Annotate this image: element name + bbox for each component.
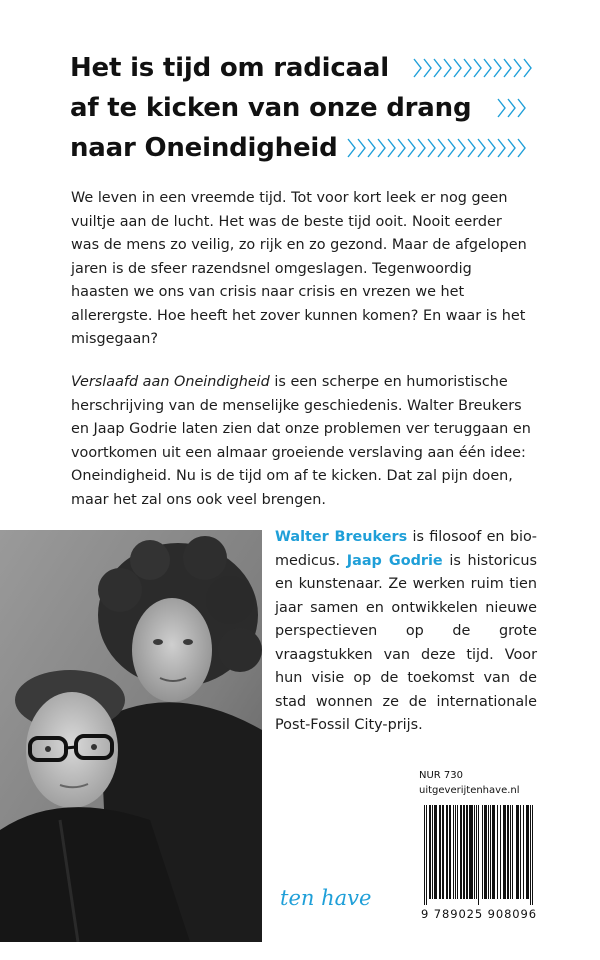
headline-line-3: naar Oneindigheid xyxy=(70,133,338,163)
author-bio xyxy=(275,526,537,738)
isbn-barcode xyxy=(418,803,540,923)
nur-code: NUR 730 xyxy=(419,770,464,781)
isbn-digits: 9 789025 908096 xyxy=(421,907,537,921)
author-name-walter: Walter Breukers xyxy=(275,529,408,545)
author-name-jaap: Jaap Godrie xyxy=(346,552,443,569)
book-title: Verslaafd aan Oneindigheid xyxy=(71,374,270,390)
author-bio-text-1: is filosoof en biomedicus. xyxy=(275,529,537,569)
barcode-bars xyxy=(418,803,540,905)
description-paragraph xyxy=(71,371,533,512)
publisher-website: uitgeverijtenhave.nl xyxy=(419,785,520,796)
author-bio-text-2: is historicus en kunstenaar. Ze werken ruim tien jaar samen en ontwikkelen nieuwe perspectieven op de grote vraagstukken van deze tijd. Voor hun visie op de toekomst van de stad wonnen ze de internationale Post-Fossil City-prijs. xyxy=(275,552,537,733)
headline-line-2: af te kicken van onze drang xyxy=(70,93,472,123)
double-chevron-right-icon xyxy=(496,93,536,123)
intro-paragraph: We leven in een vreemde tijd. Tot voor kort leek er nog geen vuiltje aan de lucht. Het was de beste tijd ooit. Nooit eerder was de mens zo veilig, zo rijk en zo gezond. Maar de afgelopen jaren is de sfeer razendsnel omgeslagen. Tegenwoordig haasten we ons van crisis naar crisis en vrezen we het allerergste. Hoe heeft het zover kunnen komen? En waar is het misgegaan? xyxy=(71,190,527,347)
author-portrait xyxy=(0,530,262,942)
publisher-logo: ten have xyxy=(280,886,372,910)
description-text: is een scherpe en humoristische herschrijving van de menselijke geschiedenis. Walter Breukers en Jaap Godrie laten zien dat onze problemen ver teruggaan en voortkomen uit een almaar groeiende verslaving aan één idee: Oneindigheid. Nu is de tijd om af te kicken. Dat zal pijn doen, maar het zal ons ook veel brengen. xyxy=(71,374,531,508)
headline-line-1: Het is tijd om radicaal xyxy=(70,53,389,83)
double-chevron-right-icon xyxy=(346,133,536,163)
publisher-info xyxy=(419,768,539,798)
double-chevron-right-icon xyxy=(412,53,536,83)
